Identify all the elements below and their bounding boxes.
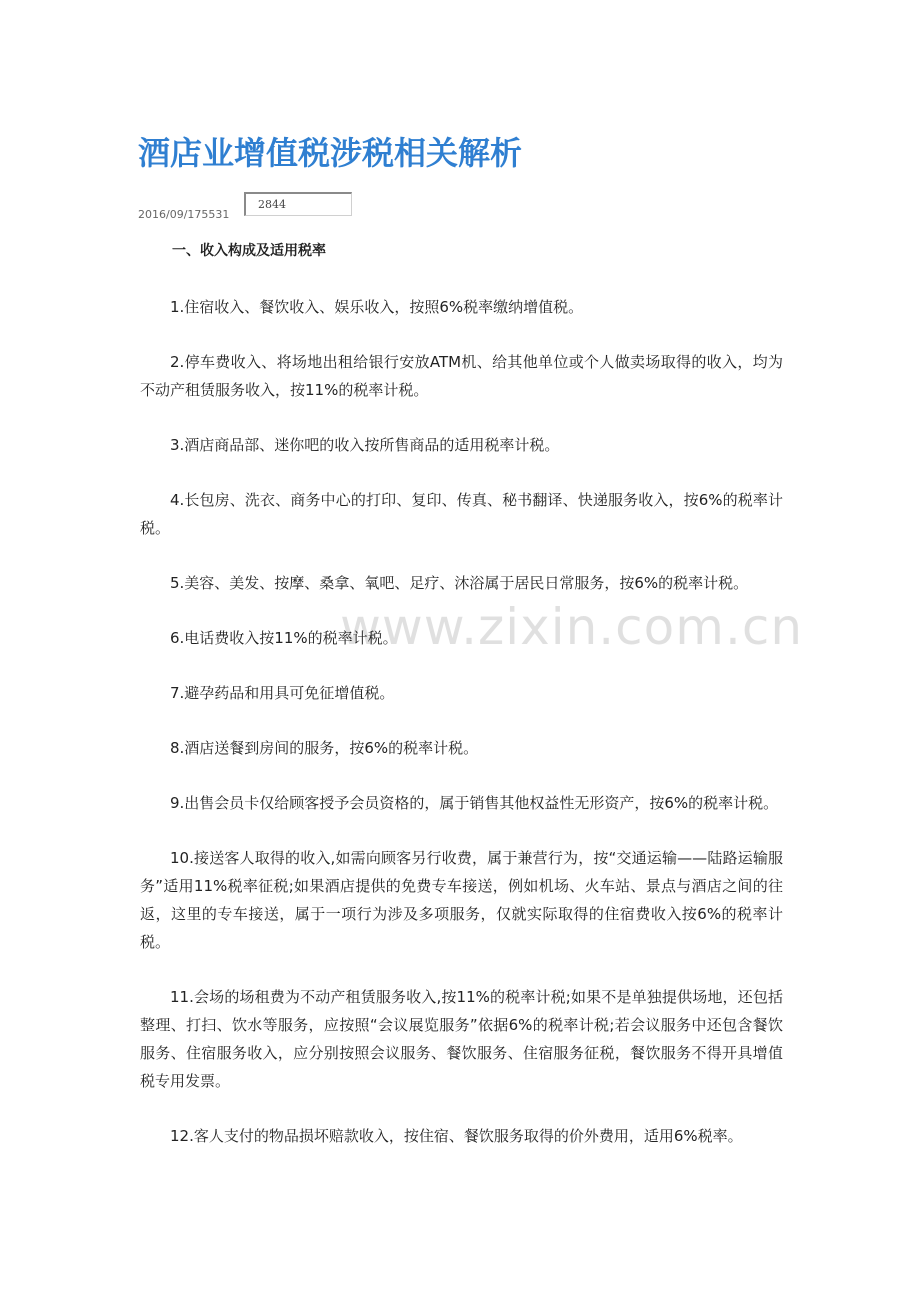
page-title: 酒店业增值税涉税相关解析 [138,134,523,172]
paragraph-3: 3.酒店商品部、迷你吧的收入按所售商品的适用税率计税。 [170,436,560,454]
paragraph-4: 4.长包房、洗衣、商务中心的打印、复印、传真、秘书翻译、快递服务收入，按6%的税率计税。 [140,491,783,537]
paragraph-2: 2.停车费收入、将场地出租给银行安放ATM机、给其他单位或个人做卖场取得的收入，均为不动产租赁服务收入，按11%的税率计税。 [140,353,783,399]
view-count-box [244,192,352,216]
publish-date: 2016/09/175531 [138,208,230,221]
view-count: 2844 [258,198,286,211]
section-heading: 一、收入构成及适用税率 [172,243,326,259]
paragraph-10: 10.接送客人取得的收入,如需向顾客另行收费，属于兼营行为，按“交通运输——陆路运输服务”适用11%税率征税;如果酒店提供的免费专车接送，例如机场、火车站、景点与酒店之间的往返，这里的专车接送，属于一项行为涉及多项服务，仅就实际取得的住宿费收入按6%的税率计税。 [140,849,783,951]
paragraph-1: 1.住宿收入、餐饮收入、娱乐收入，按照6%税率缴纳增值税。 [170,298,584,316]
watermark: www.zixin.com.cn [340,598,804,656]
paragraph-8: 8.酒店送餐到房间的服务，按6%的税率计税。 [170,739,479,757]
paragraph-11: 11.会场的场租费为不动产租赁服务收入,按11%的税率计税;如果不是单独提供场地，还包括整理、打扫、饮水等服务，应按照“会议展览服务”依据6%的税率计税;若会议服务中还包含餐饮服务、住宿服务收入，应分别按照会议服务、餐饮服务、住宿服务征税，餐饮服务不得开具增值税专用发票。 [140,988,783,1090]
paragraph-12: 12.客人支付的物品损坏赔款收入，按住宿、餐饮服务取得的价外费用，适用6%税率。 [170,1127,743,1145]
article-body [140,293,783,1177]
paragraph-9: 9.出售会员卡仅给顾客授予会员资格的，属于销售其他权益性无形资产，按6%的税率计税。 [170,794,779,812]
paragraph-5: 5.美容、美发、按摩、桑拿、氧吧、足疗、沐浴属于居民日常服务，按6%的税率计税。 [170,574,749,592]
paragraph-6: 6.电话费收入按11%的税率计税。 [170,629,398,647]
paragraph-7: 7.避孕药品和用具可免征增值税。 [170,684,395,702]
